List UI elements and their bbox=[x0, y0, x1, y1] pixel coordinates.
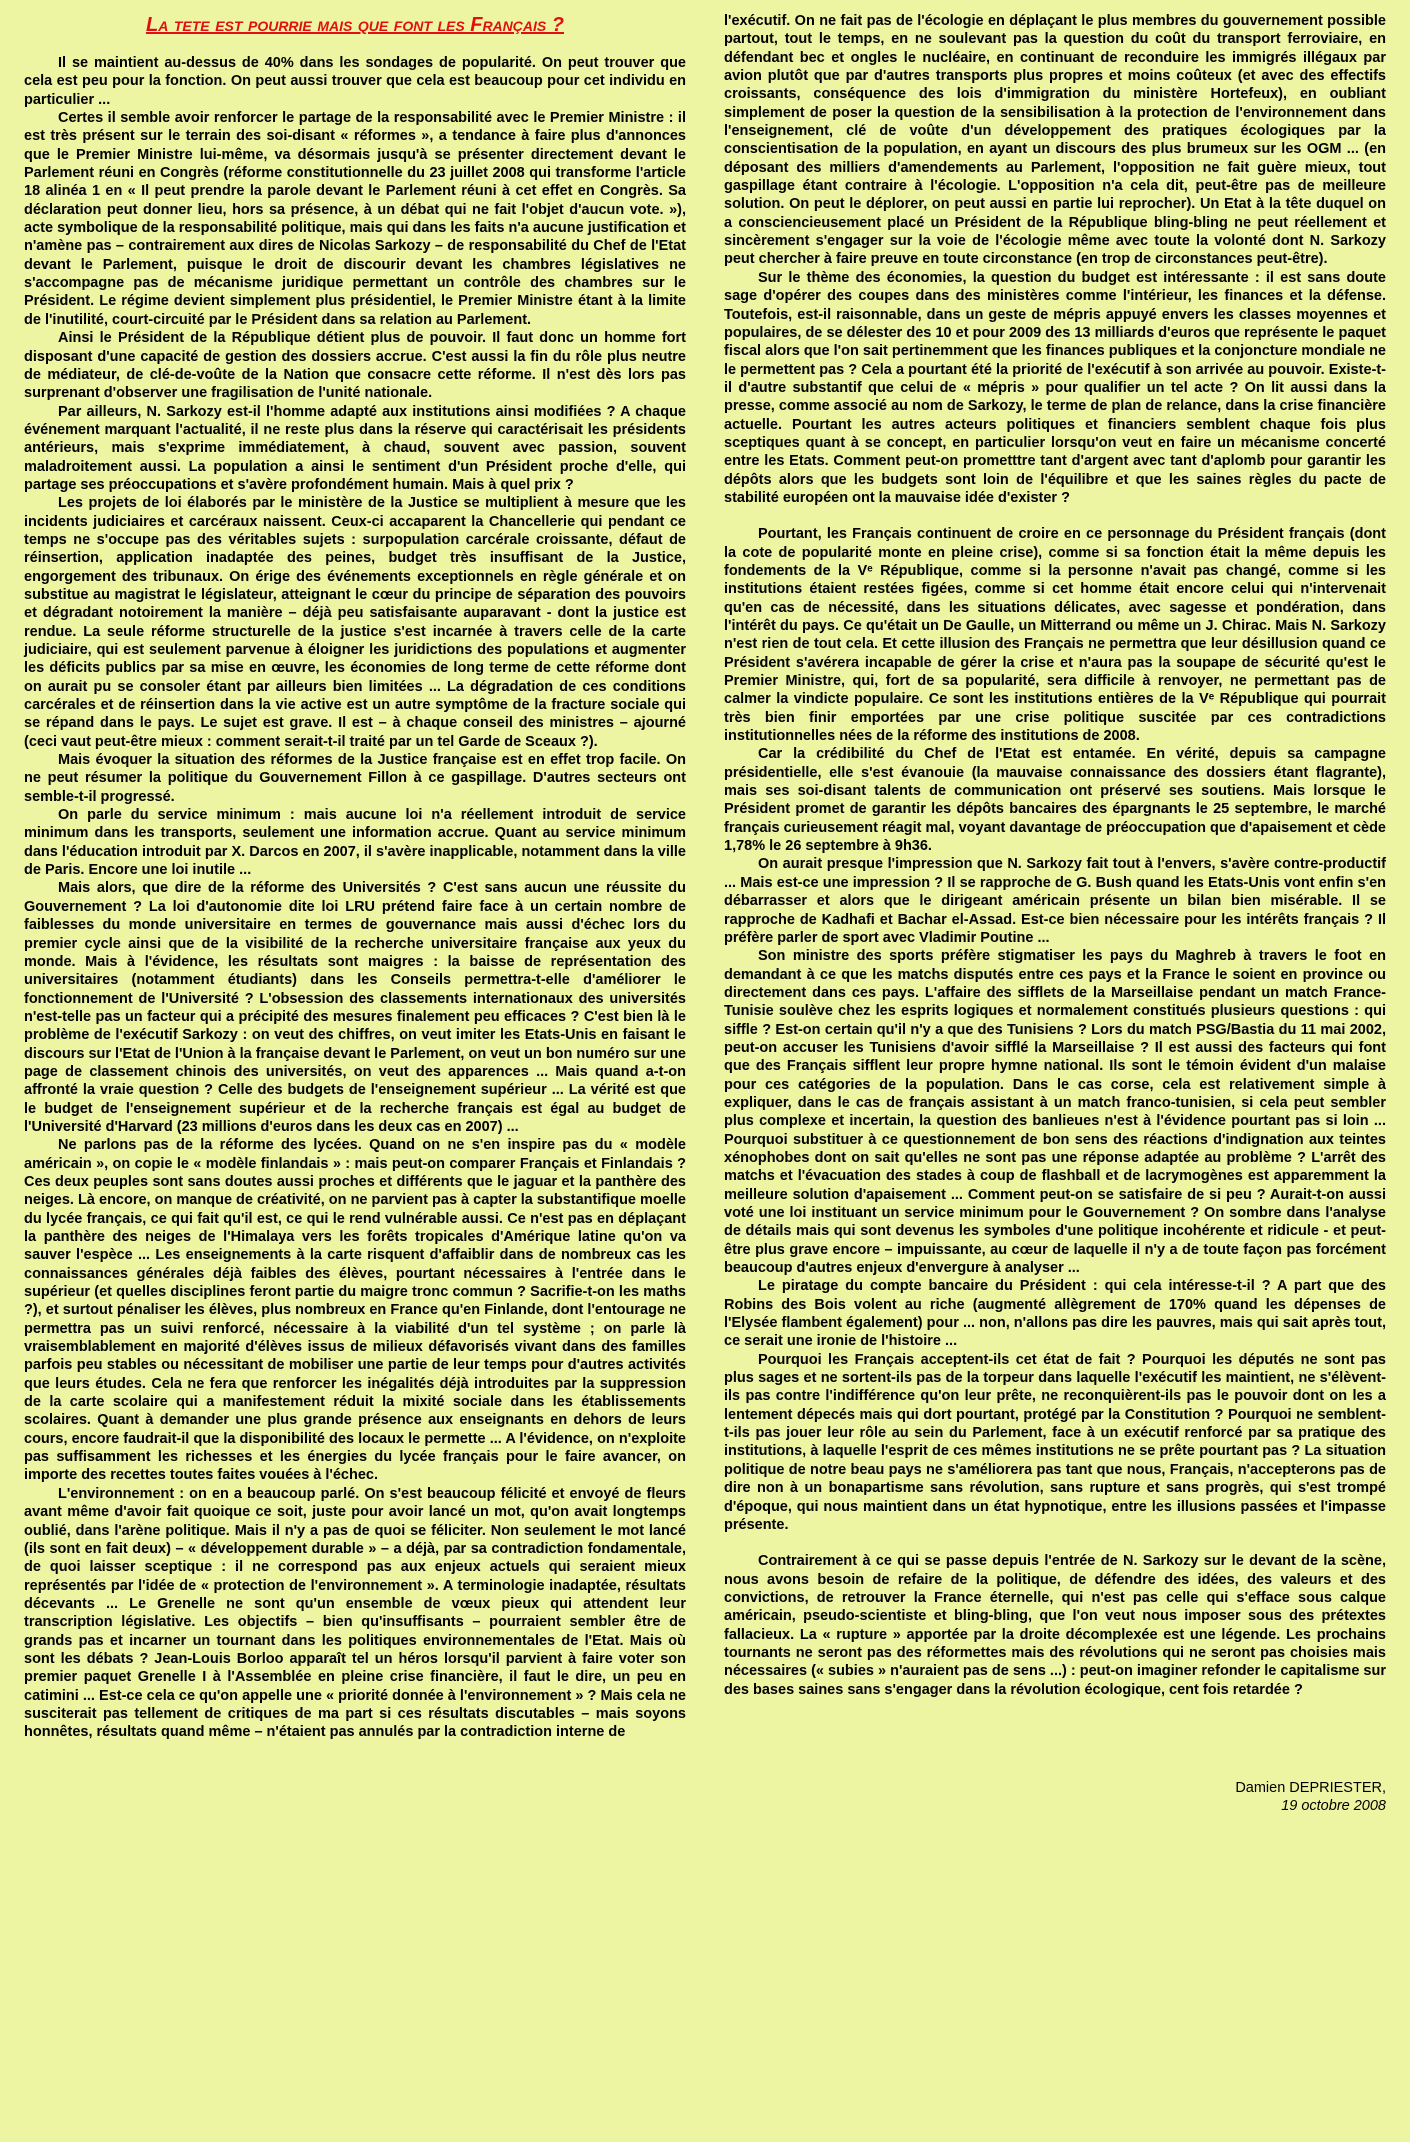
paragraph: Certes il semble avoir renforcer le partage de la responsabilité avec le Premier Ministre : il est très présent sur le terrain des soi-disant « réformes », a tendance à faire plus d'annonces que le Premier Ministre lui-même, va désormais jusqu'à se présenter directement devant le Parlement réuni en Congrès (réforme constitutionnelle du 23 juillet 2008 qui transforme l'article 18 alinéa 1 en « Il peut prendre la parole devant le Parlement réuni à cet effet en Congrès. Sa déclaration peut donner lieu, hors sa présence, à un débat qui ne fait l'objet d'aucun vote. »), acte symbolique de la responsabilité politique, mais qui dans les faits n'a aucune justification et n'amène pas – contrairement aux dires de Nicolas Sarkozy – de responsabilité du Chef de l'Etat devant le Parlement, puisque le droit de discourir devant les chambres législatives ne s'accompagne pas de mécanisme juridique permettant un contrôle des chambres sur le Président. Le régime devient simplement plus présidentiel, le Premier Ministre étant à la limite de l'inutilité, court-circuité par le Président dans sa relation au Parlement. bbox=[24, 110, 686, 328]
paragraph: l'exécutif. On ne fait pas de l'écologie en déplaçant le plus membres du gouvernement possible partout, tout le temps, en ne soulevant pas la question du coût du transport ferroviaire, en défendant bec et ongles le nucléaire, en continuant de reconduire les immigrés illégaux par avion plutôt que par d'autres transports plus propres et moins coûteux (et avec des effectifs croissants, conséquence des lois d'immigration du ministère Hortefeux), en oubliant simplement de poser la question de la sensibilisation à la protection de l'environnement dans l'enseignement, clé de voûte d'un développement des pratiques écologiques par la conscientisation de la population, en ayant un discours des plus brumeux sur les OGM ... (en déposant des milliers d'amendements au Parlement, l'opposition ne fait guère mieux, tout gaspillage étant contraire à l'écologie. L'opposition n'a cela dit, peut-être pas de meilleure solution. On peut le déplorer, on peut aussi en partie lui reprocher). Un Etat à la tête duquel on a consciencieusement placé un Président de la République bling-bling ne peut réellement et sincèrement s'engager sur la voie de l'écologie même avec toute la volonté dont N. Sarkozy peut chercher à faire preuve en toute circonstance (en trop de circonstances peut-être). bbox=[724, 13, 1386, 268]
article-title: La tete est pourrie mais que font les Français ? bbox=[145, 14, 564, 36]
left-column bbox=[14, 12, 696, 2142]
paragraph: Par ailleurs, N. Sarkozy est-il l'homme adapté aux institutions ainsi modifiées ? A chaque événement marquant l'actualité, il ne reste plus dans la réserve qui caractérisait les présidents antérieurs, mais s'exprime immédiatement, à chaud, souvent avec passion, souvent maladroitement aussi. La population a ainsi le sentiment d'un Président proche d'elle, qui partage ses préoccupations et s'avère profondément humain. Mais à quel prix ? bbox=[24, 403, 686, 493]
paragraph: L'environnement : on en a beaucoup parlé. On s'est beaucoup félicité et envoyé de fleurs avant même d'avoir fait quoique ce soit, juste pour avoir lancé un mot, qu'on avait longtemps oublié, dans l'arène politique. Mais il n'y a pas de quoi se féliciter. Non seulement le mot lancé (ils sont en fait deux) – « développement durable » – a déjà, par sa contradiction fondamentale, de quoi laisser sceptique : il ne correspond pas aux enjeux actuels qui seraient mieux représentés par l'idée de « protection de l'environnement ». A terminologie inadaptée, résultats décevants ... Le Grenelle ne sont qu'un ensemble de vœux pieux qui attendent leur transcription législative. Les objectifs – bien qu'insuffisants – pourraient sembler être de grands pas et incarner un tournant dans les politiques environnementales de l'Etat. Mais où sont les débats ? Jean-Louis Borloo apparaît tel un héros lorsqu'il parvient à faire voter son premier paquet Grenelle I à l'Assemblée en pleine crise financière, il faut le dire, un peu en catimini ... Est-ce cela ce qu'on appelle une « priorité donnée à l'environnement » ? Mais cela ne susciterait pas tellement de critiques de ma part si ces résultats discutables – mais soyons honnêtes, résultats quand même – n'étaient pas annulés par la contradiction interne de bbox=[24, 1485, 686, 1741]
signature-block bbox=[724, 1779, 1386, 1815]
paragraph: Mais alors, que dire de la réforme des Universités ? C'est sans aucun une réussite du Gouvernement ? La loi d'autonomie dite loi LRU prétend faire face à un certain nombre de faiblesses du monde universitaire en termes de gouvernance mais aussi d'échec lors du premier cycle ainsi que de la visibilité de la recherche universitaire française aux yeux du monde. Mais à l'évidence, les résultats sont maigres : la baisse de représentation des universitaires (notamment étudiants) dans les Conseils permettra-t-elle d'améliorer le fonctionnement de l'Université ? L'obsession des classements internationaux des universités n'est-telle pas un facteur qui a précipité des mesures finalement peu efficaces ? C'est bien là le problème de l'exécutif Sarkozy : on veut des chiffres, on veut imiter les Etats-Unis en faisant le discours sur l'Etat de l'Union à la française devant le Parlement, on veut un bon numéro sur une page de classement chinois des universités, on veut des apparences ... Mais quand a-t-on affronté la vraie question ? Celle des budgets de l'enseignement supérieur ... La vérité est que le budget de l'enseignement supérieur et de la recherche français est égal au budget de l'Université d'Harvard (23 millions d'euros dans les deux cas en 2007) ... bbox=[24, 880, 686, 1135]
paragraph: Ne parlons pas de la réforme des lycées. Quand on ne s'en inspire pas du « modèle américain », on copie le « modèle finlandais » : mais peut-on comparer Français et Finlandais ? Ces deux peuples sont sans doutes aussi proches et différents que le jaguar et la panthère des neiges. Là encore, on manque de créativité, on ne parvient pas à capter la substantifique moelle du lycée français, ce qui fait qu'il est, ce qui le rend vulnérable aussi. Ce n'est pas en déplaçant la panthère des neiges de l'Himalaya vers les forêts tropicales d'Amérique latine qu'on va sauver l'espèce ... Les enseignements à la carte risquent d'affaiblir dans de nombreux cas les connaissances générales déjà faibles des élèves, pourtant nécessaires à l'entrée dans le supérieur (et quelles disciplines feront partie du maigre tronc commun ? Sacrifie-t-on les maths ?), et surtout pénaliser les élèves, plus nombreux en France qu'en Finlande, dont l'entourage ne permettra pas un suivi renforcé, nécessaire à la viabilité d'un tel système ; on parle là vraisemblablement en majorité d'élèves issus de milieux défavorisés vivant dans des familles parfois peu stables ou nécessitant de mobiliser une partie de leur temps pour d'autres activités que leurs études. Cela ne fera que renforcer les inégalités déjà introduites par la suppression de la carte scolaire qui a manifestement réduit la mixité sociale dans les établissements scolaires. Quant à demander une plus grande présence aux enseignants en dehors de leurs cours, encore faudrait-il que la disponibilité des locaux le permette ... A l'évidence, on n'exploite pas suffisamment les richesses et les énergies du lycée français pour le faire avancer, on importe des recettes toutes faites vouées à l'échec. bbox=[24, 1137, 686, 1484]
paragraph: Mais évoquer la situation des réformes de la Justice française est en effet trop facile. On ne peut résumer la politique du Gouvernement Fillon à ce gaspillage. D'autres secteurs ont semble-t-il progressé. bbox=[24, 752, 686, 805]
right-column-paragraphs bbox=[724, 12, 1386, 1699]
paragraph: Car la crédibilité du Chef de l'Etat est entamée. En vérité, depuis sa campagne présidentielle, elle s'est évanouie (la mauvaise connaissance des dossiers étant flagrante), mais ses soi-disant talents de communication ont préservé ses soutiens. Mais lorsque le Président promet de garantir les dépôts bancaires des épargnants le 25 septembre, le marché français curieusement réagit mal, voyant davantage de préoccupation que d'apaisement et cède 1,78% le 26 septembre à 9h36. bbox=[724, 746, 1386, 855]
paragraph: Contrairement à ce qui se passe depuis l'entrée de N. Sarkozy sur le devant de la scène, nous avons besoin de refaire de la politique, de défendre des idées, des valeurs et des convictions, de retrouver la France éternelle, qui n'est pas celle qui s'efface sous calque américain, pseudo-scientiste et bling-bling, que l'on veut nous imposer sous des prétextes fallacieux. La « rupture » apportée par la droite décomplexée est une légende. Les prochains tournants ne seront pas des réformettes mais des révolutions qui ne seront pas choisies mais nécessaires (« subies » n'auraient pas de sens ...) : peut-on imaginer refonder le capitalisme sur des bases saines sans s'engager dans la révolution écologique, cent fois retardée ? bbox=[724, 1553, 1386, 1698]
paragraph: On parle du service minimum : mais aucune loi n'a réellement introduit de service minimum dans les transports, seulement une information accrue. Quant au service minimum dans l'éducation introduit par X. Darcos en 2007, il s'avère inapplicable, notamment dans la ville de Paris. Encore une loi inutile ... bbox=[24, 807, 686, 879]
paragraph: Sur le thème des économies, la question du budget est intéressante : il est sans doute sage d'opérer des coupes dans des ministères comme l'intérieur, les finances et la défense. Toutefois, est-il raisonnable, dans un geste de mépris appuyé envers les classes moyennes et populaires, de se délester des 10 et pour 2009 des 13 milliards d'euros que représente le paquet fiscal alors que l'on sait pertinemment que les finances publiques et la conjoncture mondiale ne le permettent pas ? Cela a pourtant été la priorité de l'exécutif à son arrivée au pouvoir. Existe-t-il d'autre substantif que celui de « mépris » pour qualifier un tel acte ? On lit aussi dans la presse, comme associé au nom de Sarkozy, le terme de plan de relance, dans la crise financière actuelle. Pourtant les autres acteurs politiques et financiers semblent chaque fois plus sceptiques quant à se concept, en particulier lorsqu'on veut en faire un mécanisme concerté entre les Etats. Comment peut-on prometttre tant d'argent avec tant d'aplomb pour garantir les dépôts alors que les budgets sont loin de l'équilibre et que les saines règles du pacte de stabilité européen ont la mauvaise idée d'exister ? bbox=[724, 269, 1386, 506]
paragraph: Il se maintient au-dessus de 40% dans les sondages de popularité. On peut trouver que cela est peu pour la fonction. On peut aussi trouver que cela est beaucoup pour cet individu en particulier ... bbox=[24, 55, 686, 108]
paragraph: Le piratage du compte bancaire du Président : qui cela intéresse-t-il ? A part que des Robins des Bois volent au riche (augmenté allègrement de 170% quand les dépenses de l'Elysée flambent également) pour ... non, n'allons pas dire les pauvres, mais qui sait après tout, ce serait une ironie de l'histoire ... bbox=[724, 1278, 1386, 1350]
paragraph: Pourquoi les Français acceptent-ils cet état de fait ? Pourquoi les députés ne sont pas plus sages et ne sortent-ils pas de la torpeur dans laquelle l'exécutif les maintient, ne s'élèvent-ils pas contre l'indifférence qu'on leur prête, ne reconquièrent-ils pas le pouvoir dont on les a lentement dépecés mais qui dort pourtant, protégé par la Constitution ? Pourquoi ne semblent-t-ils pas jouer leur rôle au sein du Parlement, face à un exécutif renforcé par sa pratique des institutions, à laquelle l'esprit de ces mêmes institutions ne se prête pourtant pas ? La situation politique de notre beau pays ne s'améliorera pas tant que nous, Français, n'accepterons pas de dire non à un bonapartisme sans révolution, sans rupture et sans progrès, qui s'est trompé d'époque, qui nous maintient dans un état hypnotique, entre les illusions passées et l'impasse présente. bbox=[724, 1351, 1386, 1533]
paragraph: Son ministre des sports préfère stigmatiser les pays du Maghreb à travers le foot en demandant à ce que les matchs disputés entre ces pays et la France le soient en province ou directement dans ces pays. L'affaire des sifflets de la Marseillaise pendant un match France-Tunisie soulève chez les esprits logiques et normalement constitués plusieurs questions : qui siffle ? Est-on certain qu'il n'y a que des Tunisiens ? Lors du match PSG/Bastia du 11 mai 2002, peut-on accuser les Tunisiens d'avoir sifflé la Marseillaise ? Il est aussi des facteurs qui font que des Français sifflent leur propre hymne national. Ils sont le témoin évident d'un malaise pour ces catégories de la population. Dans le cas corse, cela est relativement simple à expliquer, dans le cas de français assistant à un match franco-tunisien, si cela peut sembler plus complexe et incertain, la question des banlieues n'est à l'évidence pourtant pas si loin ... Pourquoi substituer à ce questionnement de bon sens des réactions d'indignation aux teintes xénophobes dont on sait qu'elles ne sont pas une réponse adaptée au problème ? L'arrêt des matchs et l'évacuation des stades à coup de flashball et de lacrymogènes est apparemment la meilleure solution d'apaisement ... Comment peut-on se satisfaire de si peu ? Aurait-t-on aussi voté une loi instituant un service minimum pour le Gouvernement ? On sombre dans l'analyse de détails mais qui sont devenus les symboles d'une politique incohérente et ridicule - et peut-être plus grave encore – impuissante, au cœur de laquelle il n'y a de toute façon pas forcément beaucoup d'autres enjeux d'envergure à analyser ... bbox=[724, 948, 1386, 1277]
right-column bbox=[714, 12, 1396, 2142]
signature-date: 19 octobre 2008 bbox=[1281, 1797, 1386, 1814]
paragraph: Pourtant, les Français continuent de croire en ce personnage du Président français (dont la cote de popularité monte en pleine crise), comme si sa fonction était la même depuis les fondements de la Vᵉ République, comme si la personne n'avait pas changé, comme si les institutions étaient restées figées, comme si cet homme était encore celui qui n'intervenait qu'en cas de nécessité, dans les situations délicates, avec sagesse et pondération, dans l'intérêt du pays. Ce qu'était un De Gaulle, un Mitterrand ou même un J. Chirac. Mais N. Sarkozy n'est rien de tout cela. Et cette illusion des Français ne permettra que leur désillusion quand ce Président s'avérera incapable de gérer la crise et n'aura pas la soupape de sécurité qu'est le Premier Ministre, qui, fort de sa popularité, sera difficile à renvoyer, ne permettant pas de calmer la vindicte populaire. Ce sont les institutions entières de la Vᵉ République qui pourrait très bien finir emportées par une crise politique suscitée par ces contradictions institutionnelles nées de la réforme des institutions de 2008. bbox=[724, 526, 1386, 745]
paragraph: Ainsi le Président de la République détient plus de pouvoir. Il faut donc un homme fort disposant d'une capacité de gestion des dossiers accrue. C'est aussi la fin du rôle plus neutre de médiateur, de clé-de-voûte de la Nation que consacre cette réforme. Il n'est dès lors pas surprenant d'observer une fragilisation de l'unité nationale. bbox=[24, 330, 686, 402]
left-column-paragraphs bbox=[24, 54, 686, 1742]
paragraph: Les projets de loi élaborés par le ministère de la Justice se multiplient à mesure que les incidents judiciaires et carcéraux naissent. Ceux-ci accaparent la Chancellerie qui pendant ce temps ne s'occupe pas des véritables sujets : surpopulation carcérale croissante, défaut de réinsertion, application inadaptée des peines, budget très insuffisant de la Justice, engorgement des tribunaux. On érige des événements exceptionnels en règle générale et on substitue au magistrat le législateur, atteignant le cœur du principe de séparation des pouvoirs et dégradant notoirement la manière – déjà peu satisfaisante auparavant - dont la justice est rendue. La seule réforme structurelle de la justice s'est incarnée à travers celle de la carte judiciaire, qui est seulement parvenue à éloigner les juridictions des populations et augmenter les déficits publics par sa mise en œuvre, les économies de long terme de cette réforme dont on aurait pu se consoler étant par ailleurs bien limitées ... La dégradation de ces conditions carcérales et de réinsertion dans la vie active est un autre symptôme de la fracture sociale qui se répand dans le pays. Le sujet est grave. Il est – à chaque conseil des ministres – ajourné (ceci vaut peut-être mieux : comment serait-t-il traité par un tel Garde de Sceaux ?). bbox=[24, 495, 686, 750]
paragraph: On aurait presque l'impression que N. Sarkozy fait tout à l'envers, s'avère contre-productif ... Mais est-ce une impression ? Il se rapproche de G. Bush quand les Etats-Unis vont enfin s'en débarrasser et alors que le dirigeant américain présente un bilan bien misérable. Il se rapproche de Kadhafi et Bachar el-Assad. Est-ce bien nécessaire pour les intérêts français ? Il préfère parler de sport avec Vladimir Poutine ... bbox=[724, 856, 1386, 946]
signature-author: Damien DEPRIESTER, bbox=[1235, 1779, 1386, 1796]
